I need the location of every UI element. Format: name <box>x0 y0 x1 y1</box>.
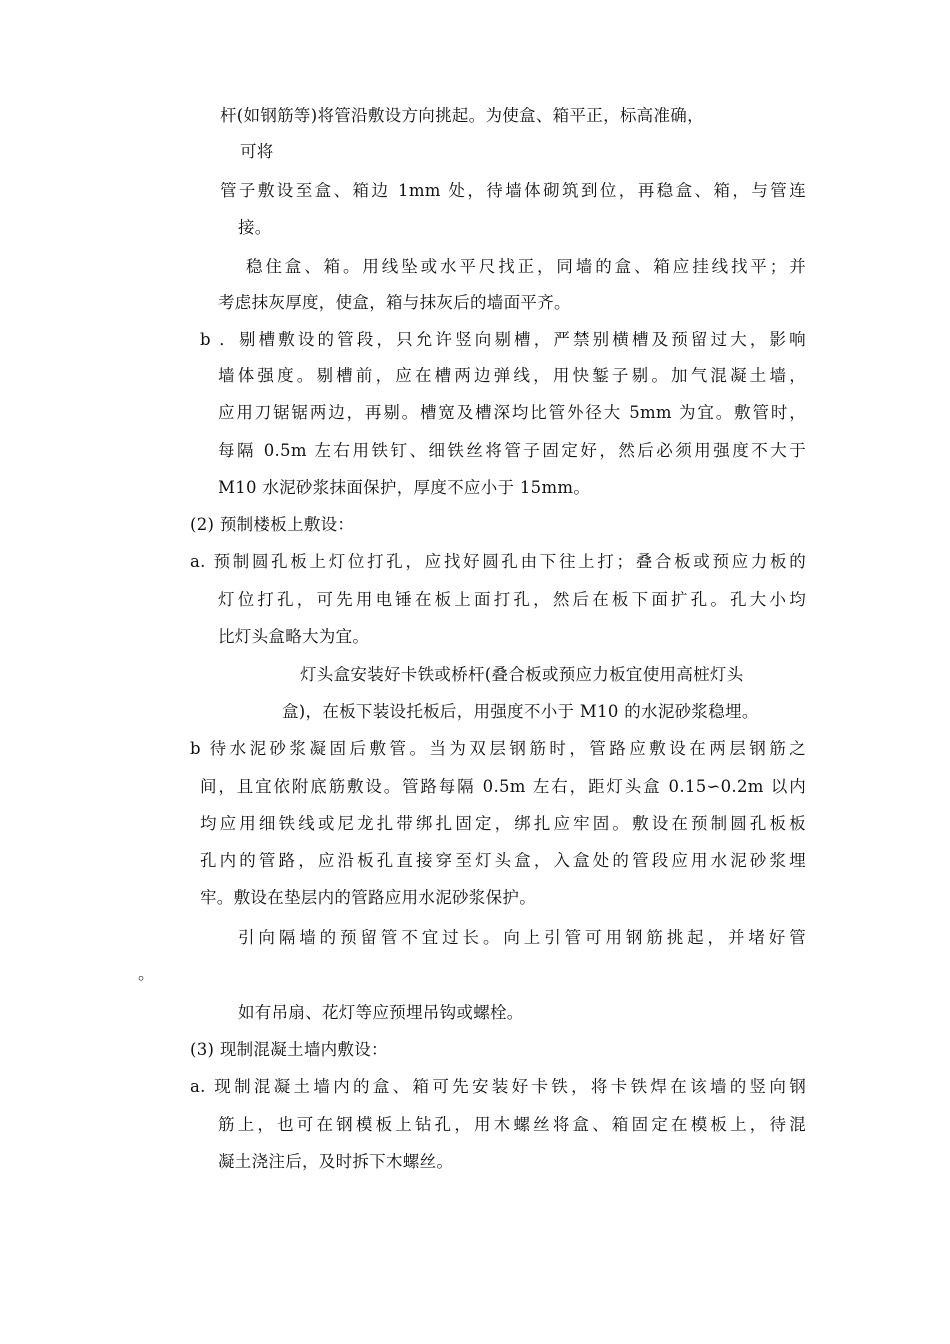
text-line: 杆(如钢筋等)将管沿敷设方向挑起。为使盒、箱平正，标高准确， <box>220 106 704 125</box>
text-line: 间，且宜依附底筋敷设。管路每隔 0.5m 左右，距灯头盒 0.15∽0.2m 以内 <box>200 777 806 796</box>
section-heading: (2) 预制楼板上敷设： <box>190 515 355 534</box>
text-line: b 待水泥砂浆凝固后敷管。当为双层钢筋时，管路应敷设在两层钢筋之 <box>190 739 806 758</box>
text-line: a. 现制混凝土墙内的盒、箱可先安装好卡铁，将卡铁焊在该墙的竖向钢 <box>190 1077 806 1096</box>
text-line: 应用刀锯锯两边，再剔。槽宽及槽深均比管外径大 5mm 为宜。敷管时， <box>218 403 806 422</box>
text-line: 筋上，也可在钢模板上钻孔，用木螺丝将盒、箱固定在模板上，待混 <box>218 1115 806 1134</box>
text-line: b ．剔槽敷设的管段，只允许竖向剔槽，严禁别横槽及预留过大，影响 <box>200 330 806 349</box>
section-heading: (3) 现制混凝土墙内敷设： <box>190 1040 388 1059</box>
text-line: 如有吊扇、花灯等应预埋吊钩或螺栓。 <box>238 1003 524 1022</box>
text-line: 比灯头盒略大为宜。 <box>218 627 370 646</box>
text-line: 每隔 0.5m 左右用铁钉、细铁丝将管子固定好，然后必须用强度不大于 <box>218 441 806 460</box>
text-line: 可将 <box>240 142 274 161</box>
text-line: 均应用细铁线或尼龙扎带绑扎固定，绑扎应牢固。敷设在预制圆孔板板 <box>200 814 806 833</box>
text-line: 引向隔墙的预留管不宜过长。向上引管可用钢筋挑起，并堵好管 <box>238 928 806 947</box>
text-line: 管子敷设至盒、箱边 1mm 处，待墙体砌筑到位，再稳盒、箱，与管连 <box>220 181 806 200</box>
text-line: 接。 <box>238 218 272 237</box>
text-line: 墙体强度。剔槽前，应在槽两边弹线，用快錾子剔。加气混凝土墙， <box>218 366 806 385</box>
text-line: 考虑抹灰厚度，使盒，箱与抹灰后的墙面平齐。 <box>218 293 571 312</box>
text-line: 。 <box>138 964 155 983</box>
text-line: 灯头盒安装好卡铁或桥杆(叠合板或预应力板宜使用高桩灯头 <box>300 665 744 684</box>
text-line: 稳住盒、箱。用线坠或水平尺找正，同墙的盒、箱应挂线找平；并 <box>246 257 806 276</box>
text-line: 牢。敷设在垫层内的管路应用水泥砂浆保护。 <box>200 888 536 907</box>
text-line: 凝土浇注后，及时拆下木螺丝。 <box>218 1152 454 1171</box>
text-line: 盒)，在板下装设托板后，用强度不小于 M10 的水泥砂浆稳埋。 <box>282 702 759 721</box>
text-line: 孔内的管路，应沿板孔直接穿至灯头盒，入盒处的管段应用水泥砂浆埋 <box>200 851 806 870</box>
text-line: 灯位打孔，可先用电锤在板上面打孔，然后在板下面扩孔。孔大小均 <box>218 590 806 609</box>
text-line: a. 预制圆孔板上灯位打孔，应找好圆孔由下往上打；叠合板或预应力板的 <box>190 552 806 571</box>
text-line: M10 水泥砂浆抹面保护，厚度不应小于 15mm。 <box>218 478 591 497</box>
